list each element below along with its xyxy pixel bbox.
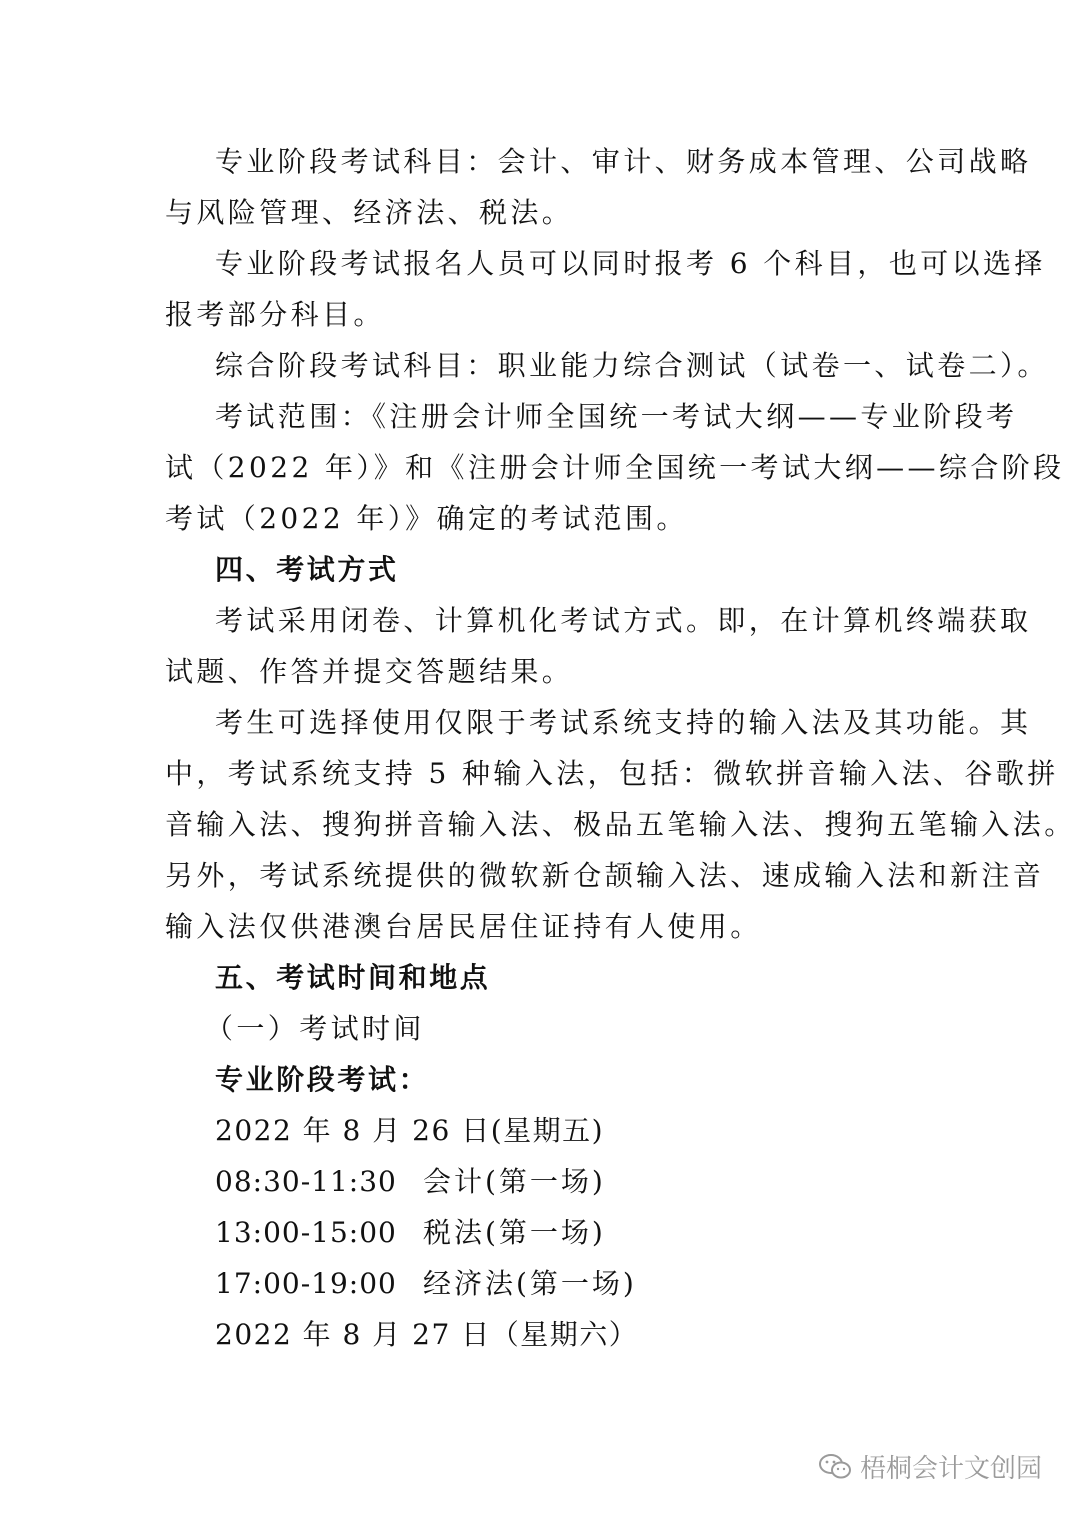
paragraph-scope-line-2: 试（2022 年）》和《注册会计师全国统一考试大纲——综合阶段 xyxy=(165,451,1065,484)
schedule-row xyxy=(215,1264,637,1304)
paragraph-input-line-4: 另外，考试系统提供的微软新仓颉输入法、速成输入法和新注音 xyxy=(165,859,1045,892)
paragraph-input-line-2: 中，考试系统支持 5 种输入法，包括：微软拼音输入法、谷歌拼 xyxy=(165,757,1059,790)
paragraph-scope-line-1: 考试范围：《注册会计师全国统一考试大纲——专业阶段考 xyxy=(215,400,1018,433)
watermark-text: 梧桐会计文创园 xyxy=(859,1454,1042,1484)
schedule-row xyxy=(215,1213,606,1253)
paragraph-method-line-2: 试题、作答并提交答题结果。 xyxy=(165,655,574,688)
subheading-professional-stage: 专业阶段考试： xyxy=(215,1063,430,1096)
paragraph-registration-line-2: 报考部分科目。 xyxy=(165,298,385,331)
watermark xyxy=(818,1448,1042,1485)
schedule-time: 08:30-11:30 xyxy=(215,1165,397,1198)
paragraph-subjects-line-2: 与风险管理、经济法、税法。 xyxy=(165,196,574,229)
paragraph-input-line-1: 考生可选择使用仅限于考试系统支持的输入法及其功能。其 xyxy=(215,706,1032,739)
date-heading-aug-27: 2022 年 8 月 27 日（星期六） xyxy=(215,1318,639,1351)
subheading-exam-time: （一）考试时间 xyxy=(205,1012,425,1045)
paragraph-input-line-5: 输入法仅供港澳台居民居住证持有人使用。 xyxy=(165,910,762,943)
paragraph-comprehensive-line-1: 综合阶段考试科目：职业能力综合测试（试卷一、试卷二）。 xyxy=(215,349,1049,382)
schedule-time: 13:00-15:00 xyxy=(215,1216,397,1249)
section-heading-exam-method: 四、考试方式 xyxy=(215,553,399,586)
schedule-subject: 税法(第一场) xyxy=(423,1216,606,1249)
paragraph-input-line-3: 音输入法、搜狗拼音输入法、极品五笔输入法、搜狗五笔输入法。 xyxy=(165,808,1076,841)
paragraph-subjects-line-1: 专业阶段考试科目：会计、审计、财务成本管理、公司战略 xyxy=(215,145,1032,178)
schedule-time: 17:00-19:00 xyxy=(215,1267,397,1300)
section-heading-time-location: 五、考试时间和地点 xyxy=(215,961,491,994)
date-heading-aug-26: 2022 年 8 月 26 日(星期五) xyxy=(215,1114,605,1147)
paragraph-scope-line-3: 考试（2022 年）》确定的考试范围。 xyxy=(165,502,688,535)
wechat-icon xyxy=(818,1453,852,1481)
paragraph-method-line-1: 考试采用闭卷、计算机化考试方式。即，在计算机终端获取 xyxy=(215,604,1032,637)
schedule-row xyxy=(215,1162,606,1202)
schedule-subject: 会计(第一场) xyxy=(423,1165,606,1198)
paragraph-registration-line-1: 专业阶段考试报名人员可以同时报考 6 个科目，也可以选择 xyxy=(215,247,1046,280)
schedule-subject: 经济法(第一场) xyxy=(423,1267,637,1300)
